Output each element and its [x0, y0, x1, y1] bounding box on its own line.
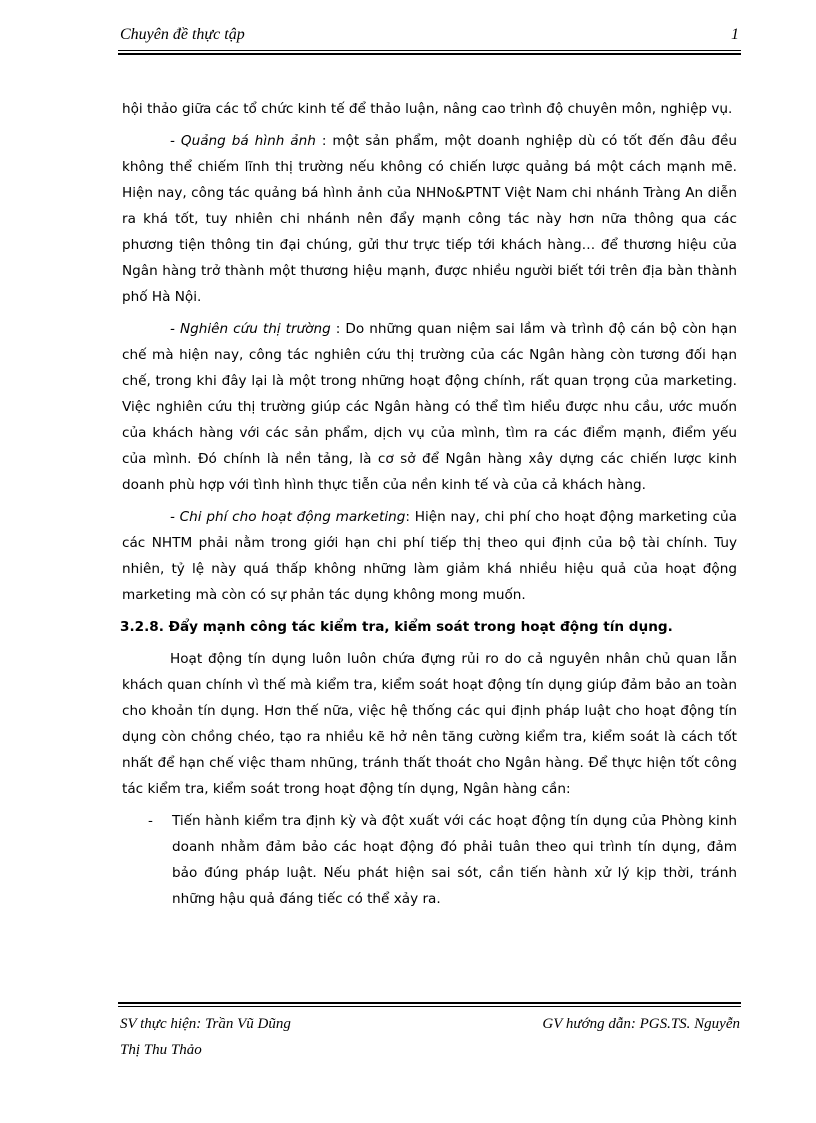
text-market-research: : Do những quan niệm sai lầm và trình độ cán bộ còn hạn chế mà hiện nay, công tác nghiên cứu thị trường của các Ngân hàng còn tương đối hạn chế, trong khi đây lại là một trong những hoạt động chính, rất quan trọng của marketing. Việc nghiên cứu thị trường giúp các Ngân hàng có thể tìm hiểu được nhu cầu, ước muốn của khách hàng với các sản phẩm, dịch vụ của mình, tìm ra các điểm mạnh, điểm yếu của mình. Đó chính là nền tảng, là cơ sở để Ngân hàng xây dựng các chiến lược kinh doanh phù hợp với tình hình thực tiễn của nền kinh tế và của cả khách hàng. — [122, 321, 737, 493]
paragraph-continuation: hội thảo giữa các tổ chức kinh tế để thảo luận, nâng cao trình độ chuyên môn, nghiệp vụ. — [122, 101, 733, 117]
term-marketing-cost: - Chi phí cho hoạt động marketing — [170, 509, 406, 525]
text-marketing-cost: : Hiện nay, chi phí cho hoạt động marketing của các NHTM phải nằm trong giới hạn chi phí tiếp thị theo qui định của bộ tài chính. Tuy nhiên, tỷ lệ này quá thấp không những làm giảm khá nhiều hiệu quả của hoạt động marketing mà còn có sự phản tác dụng không mong muốn. — [122, 509, 737, 603]
list-item — [122, 808, 737, 912]
header-rule-thick — [118, 53, 741, 55]
bullet-marker: - — [148, 813, 153, 829]
document-body — [122, 96, 737, 912]
paragraph-brand-promotion — [122, 128, 737, 310]
bullet-list — [122, 808, 737, 912]
text-brand-promotion: : một sản phẩm, một doanh nghiệp dù có tốt đến đâu đều không thể chiếm lĩnh thị trường nếu không có chiến lược quảng bá một cách mạnh mẽ. Hiện nay, công tác quảng bá hình ảnh của NHNo&PTNT Việt Nam chi nhánh Tràng An diễn ra khá tốt, tuy nhiên chi nhánh nên đẩy mạnh công tác này hơn nữa thông qua các phương tiện thông tin đại chúng, gửi thư trực tiếp tới khách hàng… để thương hiệu của Ngân hàng trở thành một thương hiệu mạnh, được nhiều người biết tới trên địa bàn thành phố Hà Nội. — [122, 133, 737, 305]
footer-advisor-continued: Thị Thu Thảo — [120, 1042, 202, 1058]
term-brand-promotion: - Quảng bá hình ảnh — [170, 133, 316, 149]
footer-rule-thick — [118, 1002, 741, 1004]
list-item-text: Tiến hành kiểm tra định kỳ và đột xuất với các hoạt động tín dụng của Phòng kinh doanh nhằm đảm bảo các hoạt động đó phải tuân theo qui trình tín dụng, đảm bảo đúng pháp luật. Nếu phát hiện sai sót, cần tiến hành xử lý kịp thời, tránh những hậu quả đáng tiếc có thể xảy ra. — [172, 813, 737, 907]
header-rule — [118, 50, 741, 51]
paragraph-market-research — [122, 316, 737, 498]
footer-rule — [118, 1006, 741, 1007]
header-title: Chuyên đề thực tập — [120, 26, 245, 43]
footer-student: SV thực hiện: Trần Vũ Dũng — [120, 1016, 291, 1032]
page-number: 1 — [731, 26, 739, 43]
footer-advisor: GV hướng dẫn: PGS.TS. Nguyễn — [542, 1016, 740, 1032]
page-header — [118, 22, 741, 48]
section-heading: 3.2.8. Đẩy mạnh công tác kiểm tra, kiểm soát trong hoạt động tín dụng. — [120, 619, 673, 635]
term-market-research: - Nghiên cứu thị trường — [170, 321, 331, 337]
paragraph-marketing-cost — [122, 504, 737, 608]
paragraph-credit-control: Hoạt động tín dụng luôn luôn chứa đựng rủi ro do cả nguyên nhân chủ quan lẫn khách quan chính vì thế mà kiểm tra, kiểm soát hoạt động tín dụng giúp đảm bảo an toàn cho khoản tín dụng. Hơn thế nữa, việc hệ thống các qui định pháp luật cho hoạt động tín dụng còn chồng chéo, tạo ra nhiều kẽ hở nên tăng cường kiểm tra, kiểm soát là cách tốt nhất để hạn chế việc tham nhũng, tránh thất thoát cho Ngân hàng. Để thực hiện tốt công tác kiểm tra, kiểm soát trong hoạt động tín dụng, Ngân hàng cần: — [122, 651, 737, 797]
